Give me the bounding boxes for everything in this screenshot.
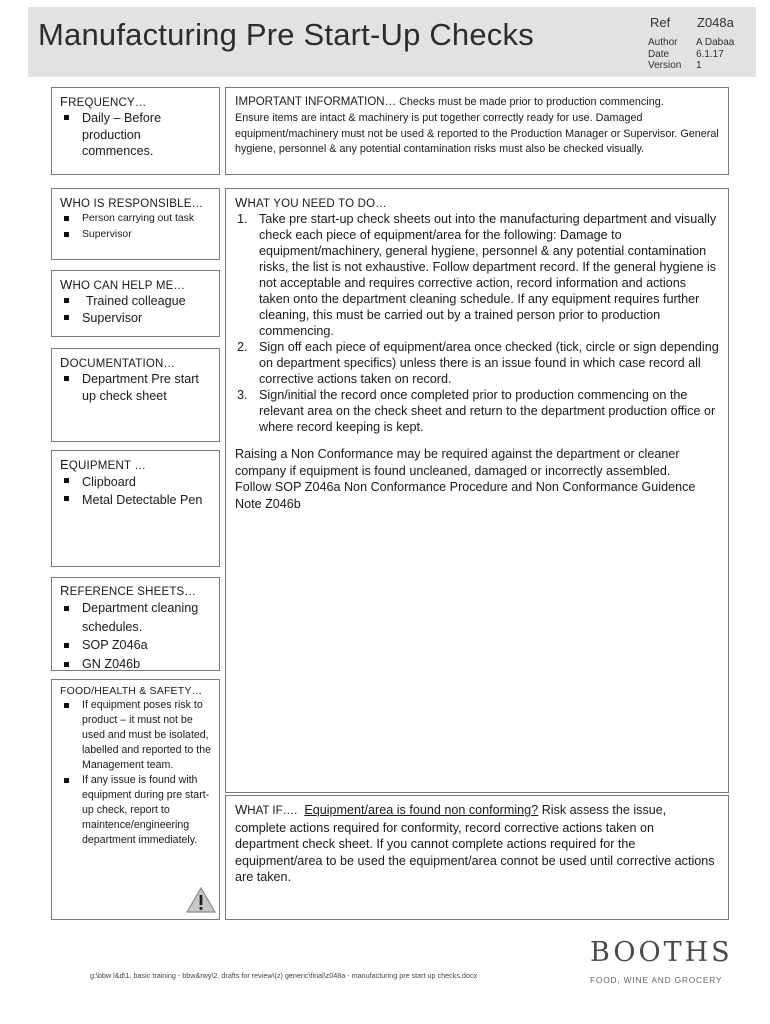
- important-info-title: IMPORTANT INFORMATION…: [235, 94, 397, 108]
- booths-tagline: FOOD, WINE AND GROCERY: [590, 975, 723, 985]
- version-value: 1: [696, 60, 702, 71]
- what-you-need-to-do-title: WHAT YOU NEED TO DO…: [235, 195, 387, 210]
- equipment-list: [60, 473, 211, 509]
- food-health-safety-box: [51, 679, 220, 920]
- list-item: If equipment poses risk to product – it must not be used and must be isolated, labelled and reported to the Management team.: [60, 698, 213, 773]
- steps-list: [235, 211, 720, 435]
- food-health-safety-title: FOOD/HEALTH & SAFETY…: [60, 685, 203, 697]
- list-item: Department Pre start up check sheet: [60, 371, 211, 404]
- frequency-title: FREQUENCY…: [60, 94, 147, 109]
- header-band: [28, 7, 756, 77]
- who-responsible-title: WHO IS RESPONSIBLE…: [60, 195, 204, 210]
- list-item: Clipboard: [60, 473, 211, 491]
- list-item: Daily – Before production commences.: [60, 110, 211, 160]
- what-if-question: Equipment/area is found non conforming?: [304, 803, 539, 817]
- reference-sheets-box: [51, 577, 220, 671]
- documentation-title: DOCUMENTATION…: [60, 355, 176, 370]
- author-value: A Dabaa: [696, 37, 735, 48]
- list-item: Metal Detectable Pen: [60, 491, 211, 509]
- meta-labels: [648, 37, 681, 72]
- date-label: Date: [648, 48, 670, 60]
- reference-sheets-list: [60, 599, 211, 673]
- ref-value: Z048a: [697, 15, 734, 30]
- equipment-box: [51, 450, 220, 567]
- frequency-box: [51, 87, 220, 175]
- list-item: SOP Z046a: [60, 636, 211, 655]
- nonconformance-text: Raising a Non Conformance may be required against the department or cleaner company if equipment is found uncleaned, damaged or incorrectly assembled. Follow SOP Z046a Non Conformance Procedure and Non Conformance Guidence Note Z046b: [235, 447, 696, 511]
- what-if-box: [225, 795, 729, 920]
- list-item: Person carrying out task: [60, 211, 211, 227]
- list-item: Supervisor: [60, 310, 211, 327]
- footer-file-path: g:\bbw l&d\1. basic training - bbw&rwy\2. drafts for review\(z) generic\final\z048a - manufacturing pre start up checks.docx: [90, 971, 478, 980]
- warning-triangle-icon: [185, 886, 217, 914]
- what-if-title: WHAT IF….: [235, 802, 298, 817]
- list-item: Supervisor: [60, 227, 211, 243]
- food-health-safety-list: [60, 698, 213, 848]
- booths-logo: BOOTHS: [590, 937, 733, 968]
- who-can-help-box: [51, 270, 220, 337]
- date-value: 6.1.17: [696, 48, 724, 60]
- important-info-text: IMPORTANT INFORMATION… Checks must be made prior to production commencing. Ensure items are intact & machinery is put together correctly ready for use. Damaged equipment/machinery must not be used & reported to the Production Manager or Supervisor. General hygiene, personnel & any potential contamination risks must also be checked visually.: [235, 94, 719, 156]
- list-item: Department cleaning schedules.: [60, 599, 211, 636]
- author-label: Author: [648, 37, 678, 48]
- list-item: GN Z046b: [60, 655, 211, 674]
- reference-sheets-title: REFERENCE SHEETS…: [60, 583, 197, 598]
- documentation-box: [51, 348, 220, 442]
- important-info-box: [225, 87, 729, 175]
- who-can-help-title: WHO CAN HELP ME…: [60, 277, 186, 292]
- list-item: Trained colleague: [60, 293, 211, 310]
- who-can-help-list: [60, 293, 211, 326]
- frequency-list: [60, 110, 211, 160]
- list-item: If any issue is found with equipment during pre start-up check, report to maintence/engineering department immediately.: [60, 773, 213, 848]
- what-you-need-to-do-box: [225, 188, 729, 793]
- equipment-title: EQUIPMENT …: [60, 457, 147, 472]
- list-item: 1. Take pre start-up check sheets out into the manufacturing department and visually check each piece of equipment/area for the following: Damage to equipment/machinery, general hygiene, personnel & any potential contamination risks, the list is not exhaustive. Follow department record. If the general hygiene is not acceptable and requires corrective action, record information and actions taken onto the department cleaning schedule. If any equipment requires further cleaning, this must be carried out by a trained person prior to production commencing.: [237, 212, 717, 338]
- documentation-list: [60, 371, 211, 404]
- list-item: 3. Sign/initial the record once completed prior to production commencing on the relevant area on the check sheet and return to the department production office or where record keeping is kept.: [237, 388, 716, 434]
- what-if-text: WHAT IF…. Equipment/area is found non conforming? Risk assess the issue, complete actions required for conformity, record corrective actions taken on department check sheet. If you cannot complete actions required for the equipment/area to be used the equipment/area connot be used until corrective actions are taken.: [235, 802, 715, 884]
- meta-values: [696, 37, 734, 72]
- ref-label: Ref: [650, 15, 671, 30]
- list-item: 2. Sign off each piece of equipment/area once checked (tick, circle or sign depending on department specifics) unless there is an issue found in which case record all corrective actions taken on record.: [237, 340, 719, 386]
- version-label: Version: [648, 60, 682, 71]
- who-responsible-box: [51, 188, 220, 260]
- who-responsible-list: [60, 211, 211, 243]
- page-title: Manufacturing Pre Start-Up Checks: [38, 17, 534, 52]
